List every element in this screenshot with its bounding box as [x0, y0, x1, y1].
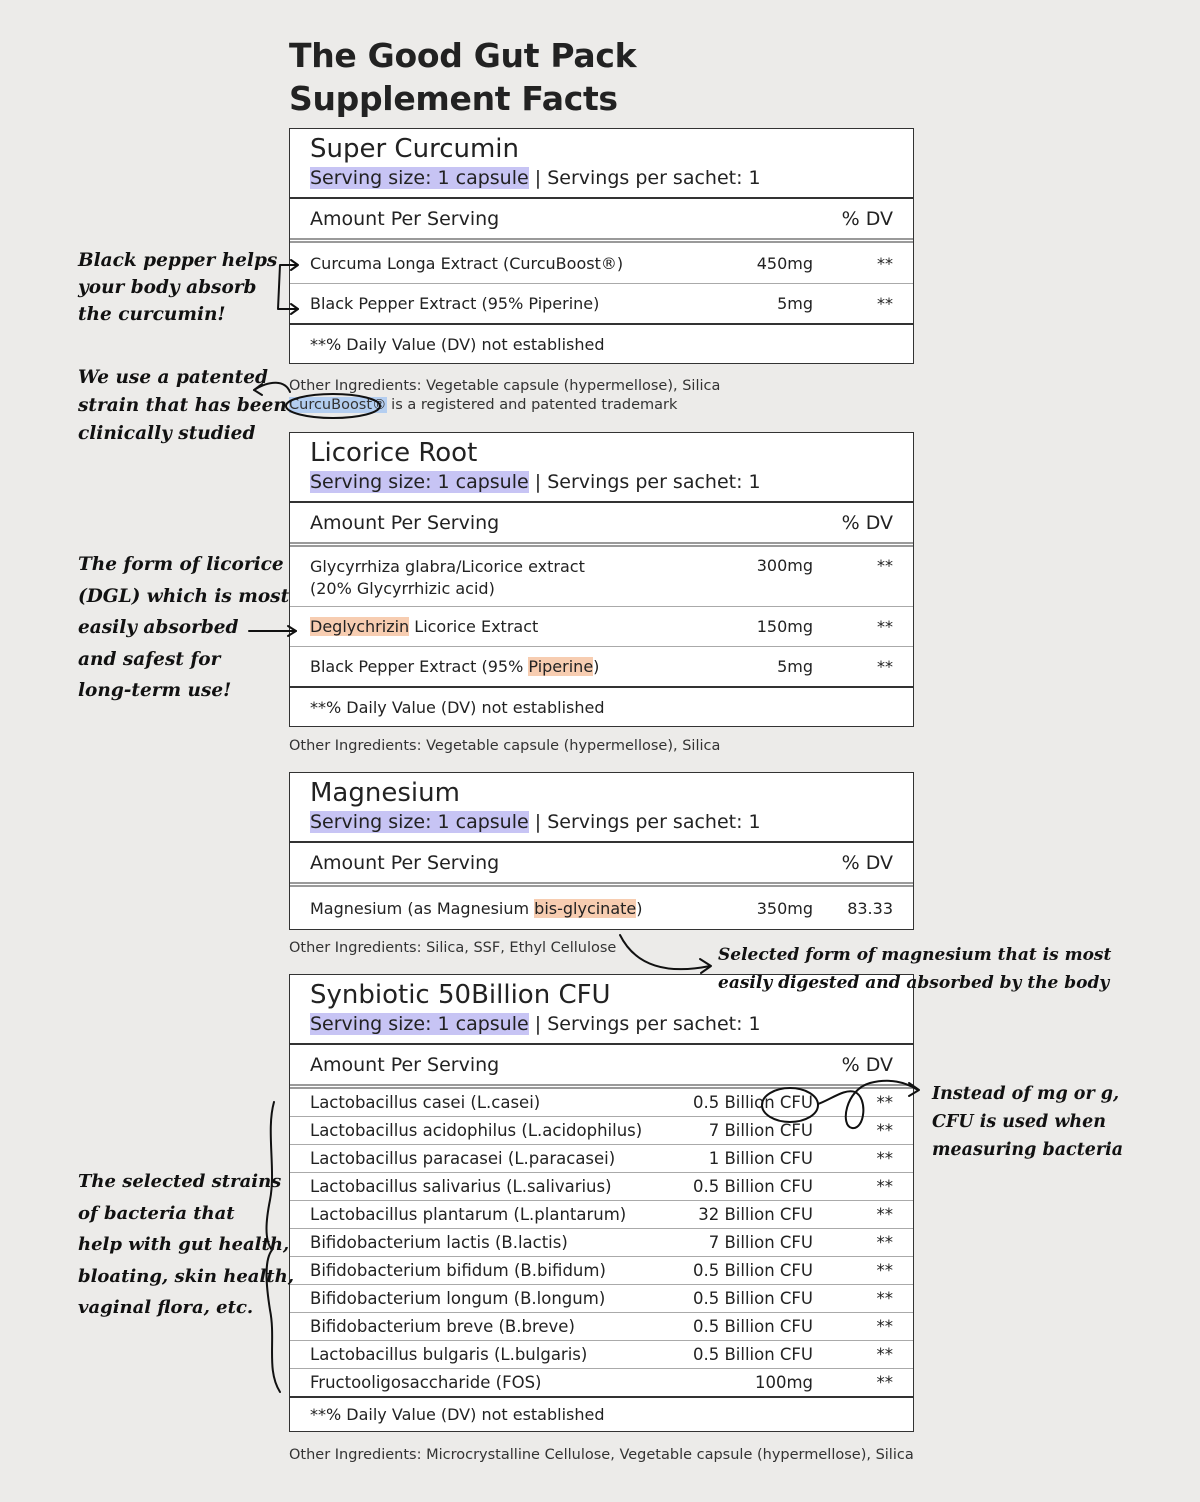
strain-name: Lactobacillus paracasei (L.paracasei) — [310, 1149, 616, 1168]
ingredient-dv: ** — [877, 253, 893, 273]
table-row — [290, 1117, 913, 1145]
note-line: the curcumin! — [78, 304, 226, 325]
amount-per-serving-label: Amount Per Serving — [310, 1053, 500, 1076]
note-line: clinically studied — [78, 423, 256, 444]
dv-header: % DV — [841, 207, 893, 230]
strain-dv: ** — [876, 1289, 893, 1308]
amount-header-row — [290, 503, 913, 547]
strain-name: Lactobacillus salivarius (L.salivarius) — [310, 1177, 612, 1196]
synbiotic-panel — [289, 974, 914, 1432]
table-row — [290, 284, 913, 325]
strain-name: Lactobacillus bulgaris (L.bulgaris) — [310, 1345, 588, 1364]
ingredient-dv: ** — [877, 294, 893, 313]
dv-header: % DV — [841, 1053, 893, 1076]
ingredient-name-post: ) — [636, 898, 643, 918]
ingredient-dv: 83.33 — [847, 898, 893, 918]
strain-amount: 7 Billion CFU — [708, 1233, 813, 1252]
table-row — [290, 1257, 913, 1285]
panel-header — [290, 433, 913, 503]
ingredient-amount: 350mg — [756, 898, 813, 918]
servings-per-sachet: | Servings per sachet: 1 — [534, 1013, 761, 1035]
strain-amount: 0.5 Billion CFU — [692, 1177, 813, 1196]
synbiotic-other-ingredients: Other Ingredients: Microcrystalline Cellulose, Vegetable capsule (hypermellose), Silica — [289, 1447, 914, 1463]
table-row — [290, 1285, 913, 1313]
strain-name: Fructooligosaccharide (FOS) — [310, 1373, 542, 1392]
table-row — [290, 1173, 913, 1201]
note-line: long-term use! — [78, 680, 232, 701]
title-line-2: Supplement Facts — [289, 79, 618, 118]
strain-amount: 32 Billion CFU — [698, 1205, 813, 1224]
table-row — [290, 1341, 913, 1369]
curcumin-other-ingredients: Other Ingredients: Vegetable capsule (hypermellose), Silica — [289, 378, 721, 394]
ingredient-name — [310, 657, 693, 676]
note-line: The form of licorice — [78, 554, 284, 575]
ingredient-dv: ** — [877, 556, 893, 575]
amount-header-row — [290, 1045, 913, 1089]
note-line: bloating, skin health, — [78, 1265, 294, 1287]
panel-header — [290, 129, 913, 199]
note-line: Selected form of magnesium that is most — [718, 945, 1112, 965]
curcuboost-trademark — [289, 397, 677, 413]
dv-footnote: **% Daily Value (DV) not established — [310, 334, 605, 354]
ingredient-name — [310, 617, 693, 636]
panel-title: Synbiotic 50Billion CFU — [310, 980, 611, 1010]
servings-per-sachet: | Servings per sachet: 1 — [534, 811, 761, 833]
strain-name: Lactobacillus casei (L.casei) — [310, 1093, 541, 1112]
note-magnesium — [718, 941, 1111, 997]
dv-footnote: **% Daily Value (DV) not established — [310, 1405, 605, 1424]
serving-info — [310, 1012, 893, 1036]
licorice-panel — [289, 432, 914, 727]
strain-dv: ** — [876, 1121, 893, 1140]
piperine-highlight: Piperine — [528, 657, 594, 676]
panel-title: Magnesium — [310, 778, 460, 808]
note-patent — [78, 364, 287, 448]
note-line: measuring bacteria — [932, 1140, 1124, 1160]
strain-name: Bifidobacterium lactis (B.lactis) — [310, 1233, 568, 1252]
serving-size: Serving size: 1 capsule — [310, 811, 529, 833]
table-row — [290, 1369, 913, 1398]
strain-amount: 0.5 Billion CFU — [692, 1261, 813, 1280]
strain-dv: ** — [876, 1233, 893, 1252]
panel-title: Licorice Root — [310, 438, 478, 468]
note-licorice — [78, 549, 289, 707]
table-row — [290, 1313, 913, 1341]
note-line: (DGL) which is most — [78, 585, 290, 607]
strain-dv: ** — [876, 1345, 893, 1364]
serving-size: Serving size: 1 capsule — [310, 167, 529, 189]
strain-dv: ** — [876, 1177, 893, 1196]
amount-header-row — [290, 199, 913, 243]
magnesium-other-ingredients: Other Ingredients: Silica, SSF, Ethyl Cellulose — [289, 940, 617, 956]
title-line-1: The Good Gut Pack — [289, 36, 637, 75]
note-line: help with gut health, — [78, 1234, 290, 1255]
servings-per-sachet: | Servings per sachet: 1 — [534, 471, 761, 493]
strain-amount: 0.5 Billion CFU — [692, 1317, 813, 1336]
ingredient-amount: 300mg — [756, 556, 813, 575]
note-strains — [78, 1166, 294, 1324]
strain-dv: ** — [876, 1261, 893, 1280]
ingredient-amount: 150mg — [756, 617, 813, 636]
ingredient-name-pre: Magnesium (as Magnesium — [310, 898, 535, 918]
amount-per-serving-label: Amount Per Serving — [310, 851, 500, 874]
panel-header — [290, 773, 913, 843]
ingredient-amount: 5mg — [777, 657, 813, 676]
serving-info — [310, 470, 893, 494]
ingredient-name — [310, 899, 693, 918]
note-line: easily absorbed — [78, 617, 239, 638]
strain-name: Lactobacillus plantarum (L.plantarum) — [310, 1205, 627, 1224]
note-pepper — [78, 247, 277, 328]
ingredient-name — [310, 556, 693, 600]
note-line: your body absorb — [78, 277, 257, 298]
strain-amount: 100mg — [754, 1373, 813, 1392]
serving-info — [310, 810, 893, 834]
deglychrizin-highlight: Deglychrizin — [310, 617, 410, 636]
strain-name: Bifidobacterium longum (B.longum) — [310, 1289, 606, 1308]
strain-name: Bifidobacterium bifidum (B.bifidum) — [310, 1261, 606, 1280]
amount-header-row — [290, 843, 913, 887]
note-line: and safest for — [78, 648, 221, 670]
trademark-text: is a registered and patented trademark — [386, 397, 678, 413]
servings-per-sachet: | Servings per sachet: 1 — [534, 167, 761, 189]
note-line: Black pepper helps — [78, 250, 278, 271]
strain-name: Lactobacillus acidophilus (L.acidophilus) — [310, 1121, 643, 1140]
strain-dv: ** — [876, 1149, 893, 1168]
table-row — [290, 1201, 913, 1229]
ingredient-dv: ** — [877, 617, 893, 636]
dv-footnote: **% Daily Value (DV) not established — [310, 697, 605, 717]
ingredient-amount: 450mg — [756, 253, 813, 273]
ingredient-name: Black Pepper Extract (95% Piperine) — [310, 294, 600, 313]
ingredient-name: Curcuma Longa Extract (CurcuBoost®) — [310, 253, 624, 273]
serving-size: Serving size: 1 capsule — [310, 1013, 529, 1035]
strain-name: Bifidobacterium breve (B.breve) — [310, 1317, 575, 1336]
table-row — [290, 607, 913, 647]
strain-amount: 1 Billion CFU — [708, 1149, 813, 1168]
ingredient-name-post: ) — [593, 657, 600, 676]
note-line: easily digested and absorbed by the body — [718, 973, 1110, 993]
arrow-head-icon — [700, 959, 711, 973]
note-line: We use a patented — [78, 367, 268, 388]
amount-per-serving-label: Amount Per Serving — [310, 207, 500, 230]
strain-amount: 0.5 Billion CFU — [692, 1345, 813, 1364]
table-row — [290, 887, 913, 929]
curcumin-panel — [289, 128, 914, 364]
note-line: vaginal flora, etc. — [78, 1297, 254, 1318]
curcuboost-highlight: CurcuBoost® — [289, 397, 387, 413]
note-cfu — [932, 1080, 1123, 1164]
strain-dv: ** — [876, 1205, 893, 1224]
magnesium-panel — [289, 772, 914, 930]
note-line: of bacteria that — [78, 1202, 235, 1224]
table-row — [290, 1089, 913, 1117]
note-line: strain that has been — [78, 395, 287, 416]
table-row — [290, 1229, 913, 1257]
dv-header: % DV — [841, 851, 893, 874]
amount-per-serving-label: Amount Per Serving — [310, 511, 500, 534]
table-row — [290, 243, 913, 284]
ingredient-amount: 5mg — [777, 294, 813, 313]
panel-title: Super Curcumin — [310, 134, 519, 164]
strain-dv: ** — [876, 1373, 893, 1392]
note-line: Instead of mg or g, — [932, 1084, 1120, 1104]
page-title — [289, 34, 636, 120]
serving-size: Serving size: 1 capsule — [310, 471, 529, 493]
ingredient-name-line-1: Glycyrrhiza glabra/Licorice extract — [310, 557, 585, 576]
dv-header: % DV — [841, 511, 893, 534]
ingredient-dv: ** — [877, 657, 893, 676]
licorice-other-ingredients: Other Ingredients: Vegetable capsule (hypermellose), Silica — [289, 738, 721, 754]
note-line: The selected strains — [78, 1171, 282, 1192]
note-line: CFU is used when — [932, 1112, 1106, 1132]
strain-amount: 7 Billion CFU — [708, 1121, 813, 1140]
strain-amount: 0.5 Billion CFU — [692, 1289, 813, 1308]
ingredient-name-rest: Licorice Extract — [409, 617, 539, 636]
bis-glycinate-highlight: bis-glycinate — [534, 898, 637, 918]
table-row — [290, 1145, 913, 1173]
curved-arrow-icon — [620, 935, 710, 969]
ingredient-name-line-2: (20% Glycyrrhizic acid) — [310, 579, 495, 598]
serving-info — [310, 166, 893, 190]
table-row — [290, 647, 913, 688]
ingredient-name-pre: Black Pepper Extract (95% — [310, 657, 529, 676]
strain-dv: ** — [876, 1317, 893, 1336]
table-row — [290, 547, 913, 607]
strain-amount: 0.5 Billion CFU — [692, 1093, 813, 1112]
strain-dv: ** — [876, 1093, 893, 1112]
